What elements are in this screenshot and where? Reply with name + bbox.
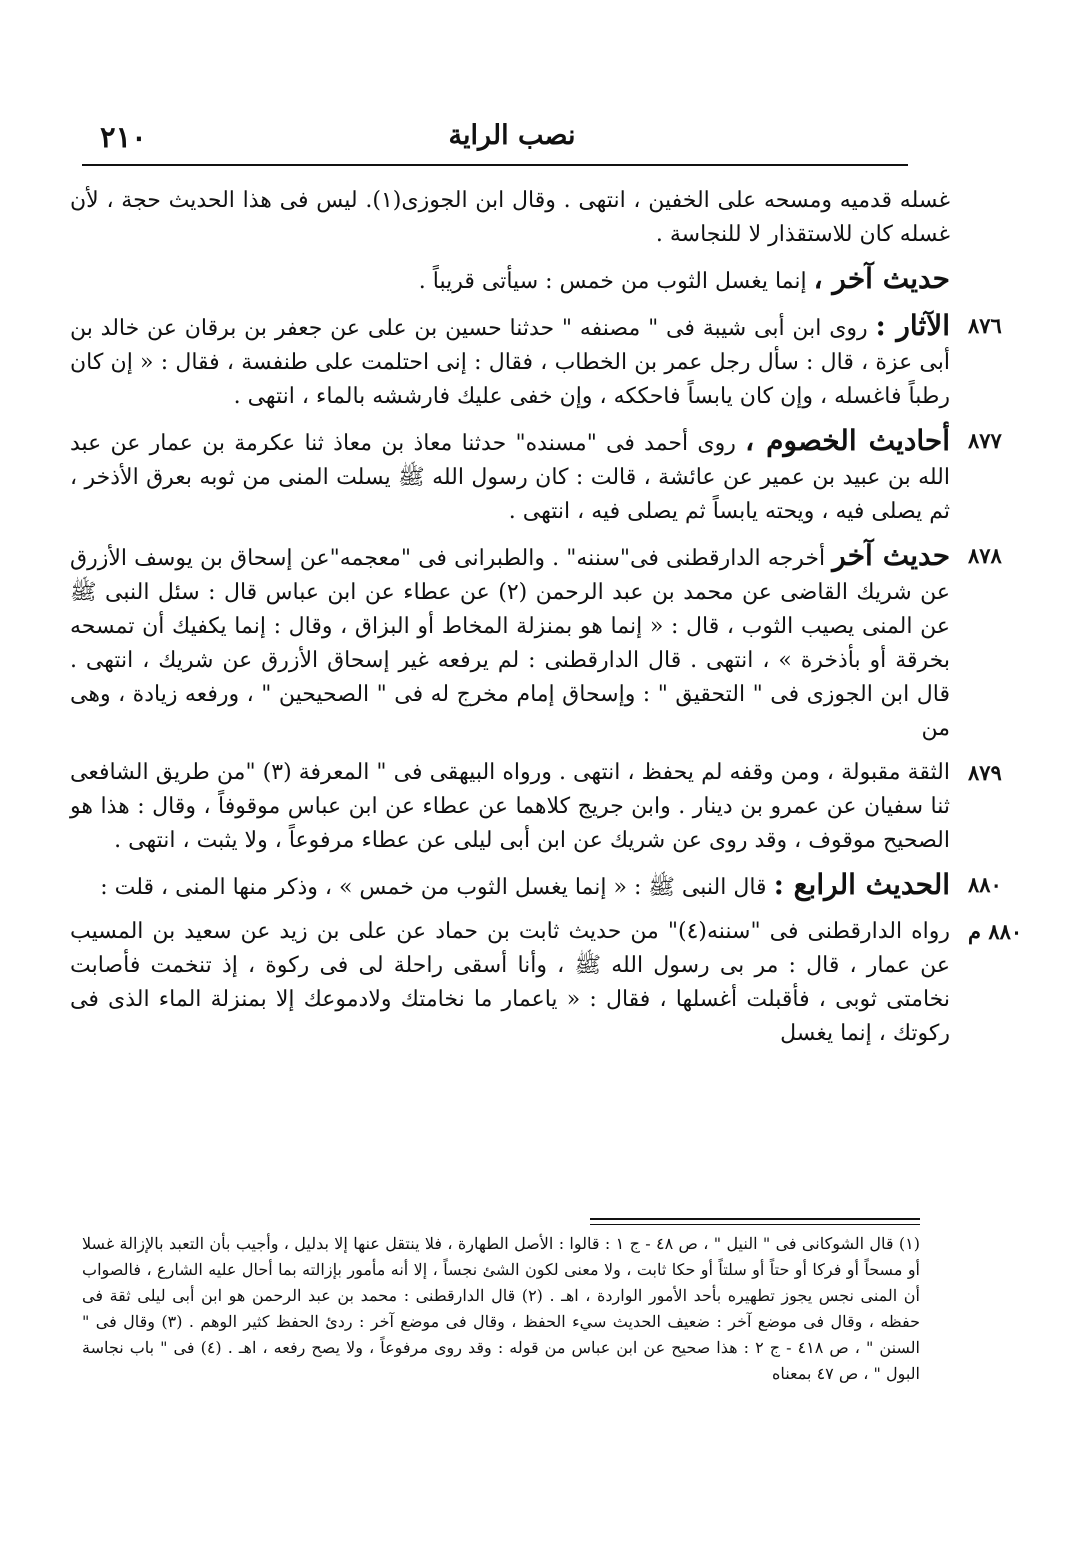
paragraph (70, 184, 950, 252)
paragraph-text: قال النبى ﷺ : « إنما يغسل الثوب من خمس » ، وذكر منها المنى ، قلت : (100, 875, 767, 900)
main-text (70, 184, 1023, 1061)
page-header (82, 120, 908, 166)
running-title: نصب الراية (448, 120, 576, 151)
footnote-text: (١) قال الشوكانى فى " النيل " ، ص ٤٨ - ج ١ : قالوا : الأصل الطهارة ، فلا ينتقل عنها إلا بدليل ، وأجيب بأن التعبد بالإزالة غسلا أو مسحاً أو فركا أو حتاً أو سلتاً أو حكا ثابت ، ولا معنى لكون الشئ نجساً ، إلا أنه مأمور بإزالته بما أحال عليه الشارع ، فالصواب أن المنى نجس يجوز تطهيره بأحد الأمور الواردة ، اهـ . (٢) قال الدارقطنى : محمد بن عبد الرحمن هو ابن أبى ليلى ثقة فى حفظه ، وقال فى موضع آخر : ضعيف الحديث سيء الحفظ ، وقال فى موضع آخر : ردئ الحفظ كثير الوهم . (٣) وقال فى " السنن " ، ص ٤١٨ - ج ٢ : هذا صحيح عن ابن عباس من قوله : وقد روى مرفوعاً ، ولا يصح رفعه ، اهـ . (٤) فى " باب نجاسة البول " ، ص ٤٧ بمعناه (82, 1234, 921, 1383)
paragraph-text: روى أحمد فى "مسنده" حدثنا معاذ بن معاذ ثنا عكرمة بن عمار عن عبد الله بن عبيد بن عمير عن عائشة ، قالت : كان رسول الله ﷺ يسلت المنى من ثوبه بعرق الأذخر ، ثم يصلى فيه ، ويحته يابساً ثم يصلى فيه ، انتهى . (70, 431, 950, 524)
paragraph-lead: حديث آخر ، (813, 262, 950, 295)
paragraph-lead: الآثار : (875, 309, 950, 342)
paragraph (70, 756, 1002, 858)
paragraph-number: ٨٨٠ م (968, 919, 1023, 944)
paragraph-lead: حديث آخر (832, 539, 950, 572)
paragraph-text: الثقة مقبولة ، ومن وقفه لم يحفظ ، انتهى . ورواه البيهقى فى " المعرفة (٣) "من طريق الشافعى ثنا سفيان عن عمرو بن دينار . وابن جريج كلاهما عن عطاء عن ابن عباس موقوفاً ، وقال : هذا هو الصحيح موقوف ، وقد روى عن شريك عن ابن أبى ليلى عن عطاء مرفوعاً ، ولا يثبت ، انتهى . (70, 760, 950, 853)
paragraph-text: غسله قدميه ومسحه على الخفين ، انتهى . وقال ابن الجوزى(١). ليس فى هذا الحديث حجة ، لأن غسله كان للاستقذار لا للنجاسة . (70, 188, 950, 247)
paragraph-number: ٨٨٠ (968, 872, 1002, 897)
paragraph (70, 915, 1023, 1051)
paragraph-lead: الحديث الرابع : (773, 868, 950, 901)
page-number: ٢١٠ (100, 120, 147, 154)
paragraph-number: ٨٧٩ (968, 760, 1002, 785)
paragraph (70, 424, 1002, 529)
paragraph (70, 309, 1002, 414)
paragraph-number: ٨٧٦ (968, 313, 1002, 338)
paragraph-text: رواه الدارقطنى فى "سننه(٤)" من حديث ثابت بن حماد عن على بن زيد عن سعيد بن المسيب عن عمار ، قال : مر بى رسول الله ﷺ ، وأنا أسقى راحلة لى فى ركوة ، إذ تنخمت فأصابت نخامتى ثوبى ، فأقبلت أغسلها ، فقال : « ياعمار ما نخامتك ولادموعك إلا بمنزلة الماء الذى فى ركوتك ، إنما يغسل (70, 919, 950, 1046)
paragraph-number: ٨٧٧ (968, 428, 1002, 453)
paragraph (70, 539, 1002, 746)
paragraph (70, 262, 950, 299)
paragraph-text: إنما يغسل الثوب من خمس : سيأتى قريباً . (418, 269, 807, 294)
paragraph (70, 868, 1002, 905)
paragraph-number: ٨٧٨ (968, 543, 1002, 568)
paragraph-lead: أحاديث الخصوم ، (745, 424, 950, 457)
paragraph-text: أخرجه الدارقطنى فى"سننه" . والطبرانى فى "معجمه"عن إسحاق بن يوسف الأزرق عن شريك القاضى عن محمد بن عبد الرحمن (٢) عن عطاء عن ابن عباس قال : سئل النبى ﷺ عن المنى يصيب الثوب ، قال : « إنما هو بمنزلة المخاط أو البزاق ، وقال : إنما يكفيك أن تمسحه بخرقة أو بأذخرة » ، انتهى . قال الدارقطنى : لم يرفعه غير إسحاق الأزرق عن شريك ، انتهى . قال ابن الجوزى فى " التحقيق " : وإسحاق إمام مخرج له فى " الصحيحين " ، ورفعه زيادة ، وهى من (70, 546, 950, 741)
footnotes (82, 1217, 920, 1387)
paragraph-text: روى ابن أبى شيبة فى " مصنفه " حدثنا حسين بن على عن جعفر بن برقان عن خالد بن أبى عزة ، قال : سأل رجل عمر بن الخطاب ، فقال : إنى احتلمت على طنفسة ، فقال : « إن كان رطباً فاغسله ، وإن كان يابساً فاحككه ، وإن خفى عليك فارششه بالماء ، انتهى . (70, 316, 950, 409)
